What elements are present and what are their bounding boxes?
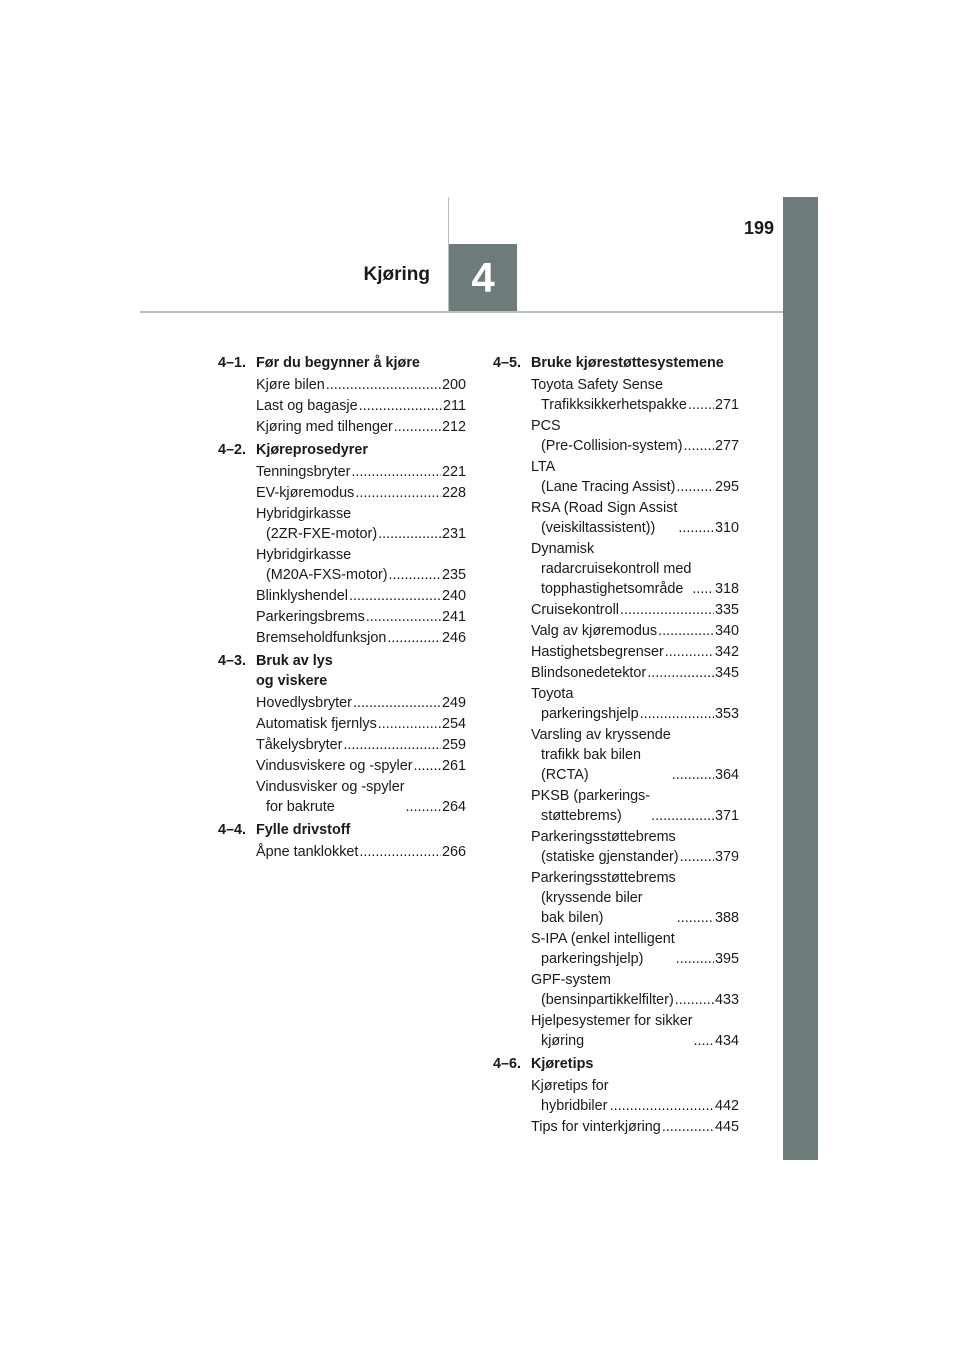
toc-leader-dots [610, 1096, 714, 1116]
toc-entry[interactable] [256, 628, 466, 648]
toc-entry-page: 340 [714, 623, 739, 639]
toc-entry[interactable] [531, 621, 739, 641]
toc-entry[interactable] [531, 539, 739, 599]
toc-section-heading[interactable] [493, 1054, 739, 1074]
toc-entry[interactable] [531, 600, 739, 620]
toc-entry-title: Hybridgirkasse (2ZR-FXE-motor) [256, 506, 378, 542]
toc-leader-dots [688, 395, 714, 415]
chapter-side-tab [783, 197, 818, 1160]
toc-section [493, 1054, 739, 1137]
toc-section-heading[interactable] [218, 651, 466, 691]
toc-section-title: Kjøreprosedyrer [256, 442, 368, 458]
toc-entry-title: Toyota parkeringshjelp [531, 686, 639, 722]
toc-leader-dots [359, 842, 441, 862]
toc-entry-title: Hybridgirkasse (M20A-FXS-motor) [256, 547, 388, 583]
toc-section-title: Før du begynner å kjøre [256, 355, 420, 371]
toc-leader-dots [672, 765, 714, 785]
chapter-number-box [449, 244, 517, 311]
toc-entry[interactable] [531, 868, 739, 928]
toc-entry-title: PKSB (parkerings- støttebrems) [531, 788, 651, 824]
toc-entry[interactable] [531, 786, 739, 826]
toc-entry-title: Tåkelysbryter [256, 737, 343, 753]
toc-entry-page: 246 [441, 630, 466, 646]
page-number: 199 [743, 218, 774, 238]
toc-entry-page: 342 [714, 644, 739, 660]
toc-section-heading[interactable] [218, 820, 466, 840]
toc-entry[interactable] [531, 416, 739, 456]
toc-leader-dots [406, 797, 441, 817]
toc-entry[interactable] [256, 417, 466, 437]
toc-entry-page: 335 [714, 602, 739, 618]
toc-entry-title: Hjelpesystemer for sikker kjøring [531, 1013, 693, 1049]
toc-section-number: 4–2. [218, 442, 247, 458]
toc-entry[interactable] [531, 1076, 739, 1116]
toc-entry[interactable] [256, 545, 466, 585]
toc-leader-dots [349, 586, 441, 606]
toc-section-number: 4–1. [218, 355, 247, 371]
toc-section-title: Fylle drivstoff [256, 822, 351, 838]
toc-leader-dots [647, 663, 714, 683]
toc-entry-page: 221 [441, 464, 466, 480]
toc-entry-page: 241 [441, 609, 466, 625]
toc-entry-page: 295 [714, 479, 739, 495]
toc-leader-dots [359, 396, 442, 416]
toc-entry-page: 433 [714, 992, 739, 1008]
toc-leader-dots [678, 518, 714, 538]
toc-section-number: 4–5. [493, 355, 522, 371]
toc-entry[interactable] [256, 842, 466, 862]
toc-entry-page: 261 [441, 758, 466, 774]
toc-entry-title: Bremseholdfunksjon [256, 630, 387, 646]
toc-section [493, 353, 739, 1051]
toc-entry-page: 200 [441, 377, 466, 393]
toc-entry-title: Vindusvisker og -spyler for bakrute [256, 779, 405, 815]
toc-entry-title: Åpne tanklokket [256, 844, 359, 860]
toc-entry-title: S-IPA (enkel intelligent parkeringshjelp) [531, 931, 675, 967]
toc-entry[interactable] [256, 714, 466, 734]
toc-leader-dots [684, 436, 714, 456]
toc-entry[interactable] [531, 1011, 739, 1051]
toc-section [218, 820, 466, 862]
toc-entry-page: 228 [441, 485, 466, 501]
toc-entry-page: 235 [441, 567, 466, 583]
toc-leader-dots [343, 735, 441, 755]
toc-entry-title: Varsling av kryssende trafikk bak bilen (RCTA) [531, 727, 671, 783]
toc-entry-title: Parkeringsstøttebrems (kryssende biler bak bilen) [531, 870, 676, 926]
toc-entry-title: PCS (Pre-Collision-system) [531, 418, 683, 454]
chapter-title: Kjøring [363, 264, 430, 285]
toc-leader-dots [620, 600, 714, 620]
toc-entry-title: Hovedlysbryter [256, 695, 352, 711]
toc-leader-dots [351, 462, 441, 482]
toc-entry-title: Parkeringsbrems [256, 609, 365, 625]
toc-entry-page: 277 [714, 438, 739, 454]
toc-leader-dots [389, 565, 441, 585]
toc-leader-dots [355, 483, 441, 503]
toc-leader-dots [378, 524, 441, 544]
toc-leader-dots [651, 806, 714, 826]
toc-entry-title: Automatisk fjernlys [256, 716, 377, 732]
toc-left-column [218, 353, 466, 865]
toc-entry[interactable] [531, 642, 739, 662]
toc-entry[interactable] [531, 1117, 739, 1137]
toc-entry[interactable] [531, 375, 739, 415]
toc-entry-page: 318 [714, 581, 739, 597]
toc-section-title: Kjøretips [531, 1056, 594, 1072]
toc-leader-dots [414, 756, 441, 776]
toc-entry-page: 254 [441, 716, 466, 732]
toc-section-heading[interactable] [218, 353, 466, 373]
toc-entry-page: 271 [714, 397, 739, 413]
toc-entry-page: 395 [714, 951, 739, 967]
toc-entry-page: 249 [441, 695, 466, 711]
chapter-number: 4 [471, 253, 495, 301]
toc-entry-page: 212 [441, 419, 466, 435]
toc-entry-title: Tips for vinterkjøring [531, 1119, 661, 1135]
toc-entry[interactable] [256, 777, 466, 817]
toc-entry-page: 388 [714, 910, 739, 926]
toc-section-title: Bruke kjørestøttesystemene [531, 355, 724, 371]
toc-leader-dots [366, 607, 441, 627]
toc-leader-dots [662, 1117, 714, 1137]
toc-leader-dots [676, 949, 714, 969]
toc-entry-title: Parkeringsstøttebrems (statiske gjenstander) [531, 829, 679, 865]
toc-entry-page: 364 [714, 767, 739, 783]
toc-entry-title: Dynamisk radarcruisekontroll med topphastighetsområde [531, 541, 692, 597]
toc-leader-dots [692, 579, 714, 599]
toc-leader-dots [676, 477, 714, 497]
toc-leader-dots [677, 908, 714, 928]
toc-entry[interactable] [256, 607, 466, 627]
toc-entry-title: Kjøring med tilhenger [256, 419, 393, 435]
toc-entry-page: 211 [443, 398, 466, 414]
toc-section-heading[interactable] [218, 440, 466, 460]
toc-entry-page: 345 [714, 665, 739, 681]
toc-entry-page: 371 [714, 808, 739, 824]
toc-section-number: 4–4. [218, 822, 247, 838]
toc-entry-title: Blinklyshendel [256, 588, 348, 604]
toc-leader-dots [326, 375, 441, 395]
toc-section [218, 440, 466, 648]
toc-entry[interactable] [256, 586, 466, 606]
toc-section [218, 353, 466, 437]
toc-entry-page: 231 [441, 526, 466, 542]
toc-leader-dots [680, 847, 714, 867]
toc-entry-page: 445 [714, 1119, 739, 1135]
toc-entry-title: Toyota Safety Sense Trafikksikkerhetspakke [531, 377, 687, 413]
toc-entry-page: 434 [714, 1033, 739, 1049]
toc-leader-dots [694, 1031, 714, 1051]
header-divider-horizontal [140, 311, 783, 313]
toc-entry-title: EV-kjøremodus [256, 485, 355, 501]
toc-entry[interactable] [531, 663, 739, 683]
toc-entry-title: Last og bagasje [256, 398, 358, 414]
toc-entry-page: 310 [714, 520, 739, 536]
toc-leader-dots [665, 642, 714, 662]
toc-entry[interactable] [531, 970, 739, 1010]
toc-entry[interactable] [256, 504, 466, 544]
toc-entry-title: GPF-system (bensinpartikkelfilter) [531, 972, 674, 1008]
toc-entry[interactable] [256, 756, 466, 776]
toc-entry-title: LTA (Lane Tracing Assist) [531, 459, 676, 495]
toc-leader-dots [640, 704, 714, 724]
toc-right-column [493, 353, 739, 1140]
toc-entry[interactable] [531, 684, 739, 724]
toc-entry[interactable] [531, 827, 739, 867]
toc-leader-dots [675, 990, 714, 1010]
toc-entry-title: Blindsonedetektor [531, 665, 647, 681]
toc-entry[interactable] [256, 735, 466, 755]
toc-section-number: 4–6. [493, 1056, 522, 1072]
toc-entry[interactable] [256, 693, 466, 713]
toc-entry[interactable] [256, 375, 466, 395]
toc-section-number: 4–3. [218, 653, 247, 669]
toc-entry[interactable] [531, 498, 739, 538]
toc-entry-title: Hastighetsbegrenser [531, 644, 664, 660]
toc-entry-title: Kjøre bilen [256, 377, 325, 393]
toc-section-title: Bruk av lys og viskere [256, 653, 333, 689]
toc-entry-page: 442 [714, 1098, 739, 1114]
toc-entry-page: 379 [714, 849, 739, 865]
toc-entry-page: 353 [714, 706, 739, 722]
toc-leader-dots [353, 693, 441, 713]
toc-entry-page: 240 [441, 588, 466, 604]
toc-entry-title: Kjøretips for hybridbiler [531, 1078, 609, 1114]
toc-entry-title: RSA (Road Sign Assist (veiskiltassistent)) [531, 500, 678, 536]
toc-entry[interactable] [531, 457, 739, 497]
toc-entry[interactable] [256, 462, 466, 482]
toc-entry[interactable] [256, 396, 466, 416]
toc-entry[interactable] [531, 725, 739, 785]
toc-leader-dots [378, 714, 441, 734]
toc-entry-title: Cruisekontroll [531, 602, 619, 618]
toc-entry[interactable] [256, 483, 466, 503]
toc-entry[interactable] [531, 929, 739, 969]
toc-entry-title: Vindusviskere og -spyler [256, 758, 413, 774]
toc-leader-dots [394, 417, 441, 437]
toc-entry-title: Valg av kjøremodus [531, 623, 658, 639]
toc-leader-dots [387, 628, 441, 648]
toc-entry-page: 266 [441, 844, 466, 860]
toc-leader-dots [658, 621, 714, 641]
toc-entry-page: 264 [441, 799, 466, 815]
toc-section [218, 651, 466, 817]
toc-entry-page: 259 [441, 737, 466, 753]
toc-entry-title: Tenningsbryter [256, 464, 351, 480]
toc-section-heading[interactable] [493, 353, 739, 373]
